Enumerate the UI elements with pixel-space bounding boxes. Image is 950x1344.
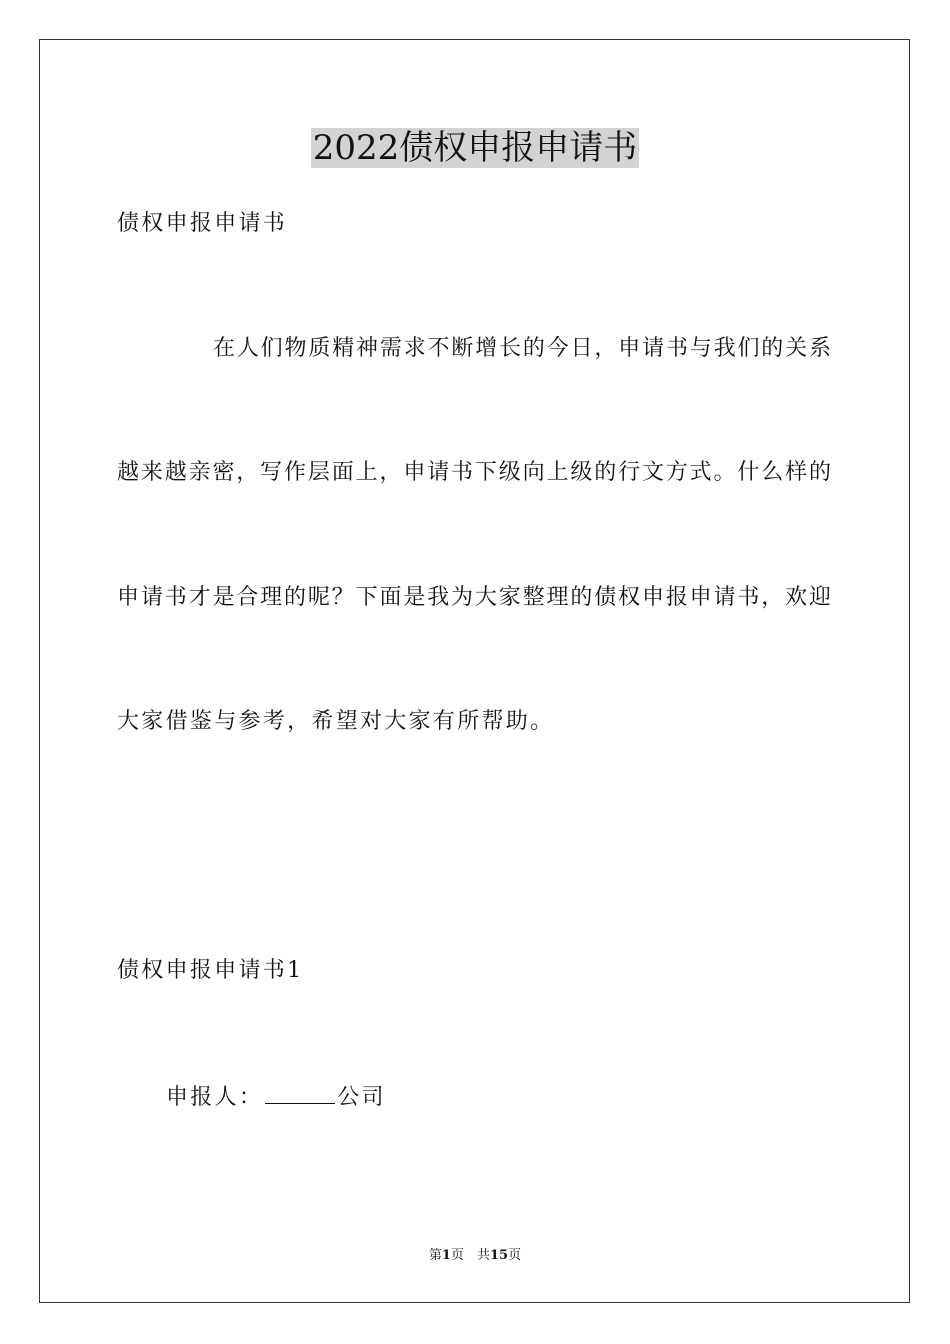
- footer-page-current: 1: [441, 1248, 451, 1263]
- intro-line-4: 大家借鉴与参考，希望对大家有所帮助。: [117, 709, 555, 734]
- page-footer: [0, 1247, 950, 1265]
- intro-line-2: 越来越亲密，写作层面上，申请书下级向上级的行文方式。什么样的: [117, 460, 831, 485]
- footer-page-suffix: 页: [508, 1248, 522, 1263]
- footer-page-prefix: 第: [428, 1248, 442, 1263]
- applicant-suffix: 公司: [337, 1085, 386, 1110]
- intro-line-3: 申请书才是合理的呢？下面是我为大家整理的债权申报申请书，欢迎: [117, 585, 831, 610]
- document-title-text: 2022债权申报申请书: [312, 128, 638, 168]
- applicant-line: [166, 1081, 386, 1113]
- applicant-blank: [265, 1081, 335, 1104]
- footer-page-mid: 页 共: [450, 1248, 490, 1263]
- document-title: [0, 128, 950, 168]
- applicant-label: 申报人：: [166, 1085, 264, 1110]
- intro-line-1: 在人们物质精神需求不断增长的今日，申请书与我们的关系: [213, 336, 831, 361]
- section-heading: 债权申报申请书1: [117, 958, 304, 983]
- document-subtitle: 债权申报申请书: [117, 211, 288, 236]
- footer-page-total: 15: [489, 1248, 509, 1263]
